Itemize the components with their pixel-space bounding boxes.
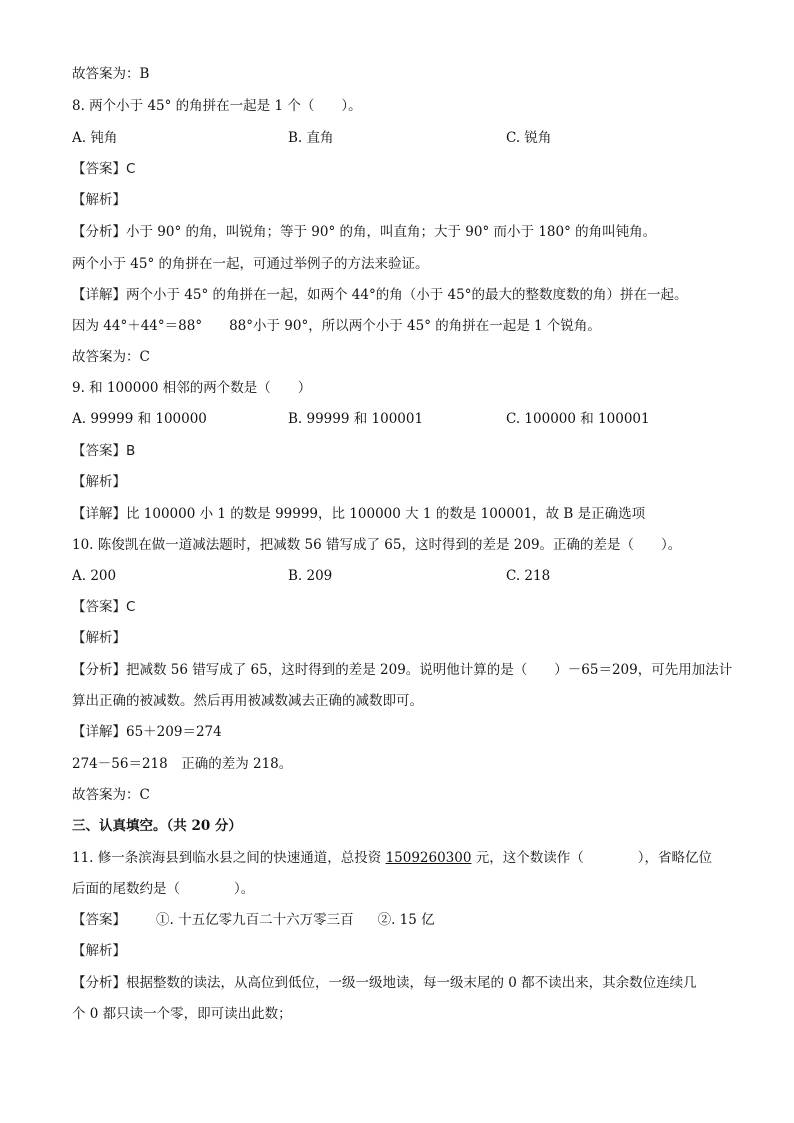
answer-line: 故答案为：B <box>72 66 150 82</box>
q8-detail-cont: 因为 44°＋44°＝88° 88°小于 90°，所以两个小于 45° 的角拼在一起是 1 个锐角。 <box>72 318 601 334</box>
question-11-cont: 后面的尾数约是（ ）。 <box>72 881 255 897</box>
question-11 <box>72 848 712 868</box>
q9-detail: 【详解】比 100000 小 1 的数是 99999，比 100000 大 1 的数是 100001，故 B 是正确选项 <box>72 506 646 522</box>
q11-investment-number: 1509260300 <box>385 850 472 866</box>
q8-option-c: C. 锐角 <box>506 130 552 146</box>
q8-analysis-cont: 两个小于 45° 的角拼在一起，可通过举例子的方法来验证。 <box>72 256 429 272</box>
q8-option-b: B. 直角 <box>288 130 334 146</box>
q10-explanation-heading: 【解析】 <box>72 630 126 646</box>
q10-detail-cont: 274－56＝218 正确的差为 218。 <box>72 756 293 772</box>
q8-result: 故答案为：C <box>72 349 150 365</box>
q11-answer-1: ①. 十五亿零九百二十六万零三百 <box>156 912 354 928</box>
q10-option-a: A. 200 <box>72 568 117 584</box>
q8-detail: 【详解】两个小于 45° 的角拼在一起，如两个 44°的角（小于 45°的最大的整数度数的角）拼在一起。 <box>72 287 688 303</box>
section-three-heading: 三、认真填空。（共 20 分） <box>72 818 242 834</box>
question-8: 8. 两个小于 45° 的角拼在一起是 1 个（ ）。 <box>72 98 362 114</box>
q11-text-before: 11. 修一条滨海县到临水县之间的快速通道，总投资 <box>72 850 386 866</box>
q8-answer: 【答案】C <box>72 161 136 177</box>
q11-answer-2: ②. 15 亿 <box>377 912 435 928</box>
q11-answer-tag: 【答案】 <box>72 912 126 928</box>
q8-option-a: A. 钝角 <box>72 130 118 146</box>
q10-analysis-cont: 算出正确的被减数。然后再用被减数减去正确的减数即可。 <box>72 693 423 709</box>
q9-option-a: A. 99999 和 100000 <box>72 411 207 427</box>
q11-answer <box>72 910 435 930</box>
q10-detail: 【详解】65＋209＝274 <box>72 724 222 740</box>
q10-analysis: 【分析】把减数 56 错写成了 65，这时得到的差是 209。说明他计算的是（ ）－65＝209，可先用加法计 <box>72 662 733 678</box>
q8-analysis: 【分析】小于 90° 的角，叫锐角；等于 90° 的角，叫直角；大于 90° 而小于 180° 的角叫钝角。 <box>72 224 657 240</box>
question-9: 9. 和 100000 相邻的两个数是（ ） <box>72 380 312 396</box>
q10-option-c: C. 218 <box>506 568 551 584</box>
q10-answer: 【答案】C <box>72 599 136 615</box>
q11-explanation-heading: 【解析】 <box>72 943 126 959</box>
q9-option-b: B. 99999 和 100001 <box>288 411 424 427</box>
q9-answer: 【答案】B <box>72 443 136 459</box>
q9-explanation-heading: 【解析】 <box>72 474 126 490</box>
q9-option-c: C. 100000 和 100001 <box>506 411 650 427</box>
q11-analysis-cont: 个 0 都只读一个零，即可读出此数； <box>72 1006 292 1022</box>
q10-option-b: B. 209 <box>288 568 333 584</box>
q11-text-after: 元，这个数读作（ ），省略亿位 <box>471 850 713 866</box>
question-10: 10. 陈俊凯在做一道减法题时，把减数 56 错写成了 65，这时得到的差是 209。正确的差是（ ）。 <box>72 537 682 553</box>
q10-result: 故答案为：C <box>72 787 150 803</box>
q8-explanation-heading: 【解析】 <box>72 192 126 208</box>
q11-analysis: 【分析】根据整数的读法，从高位到低位，一级一级地读，每一级末尾的 0 都不读出来，其余数位连续几 <box>72 975 697 991</box>
